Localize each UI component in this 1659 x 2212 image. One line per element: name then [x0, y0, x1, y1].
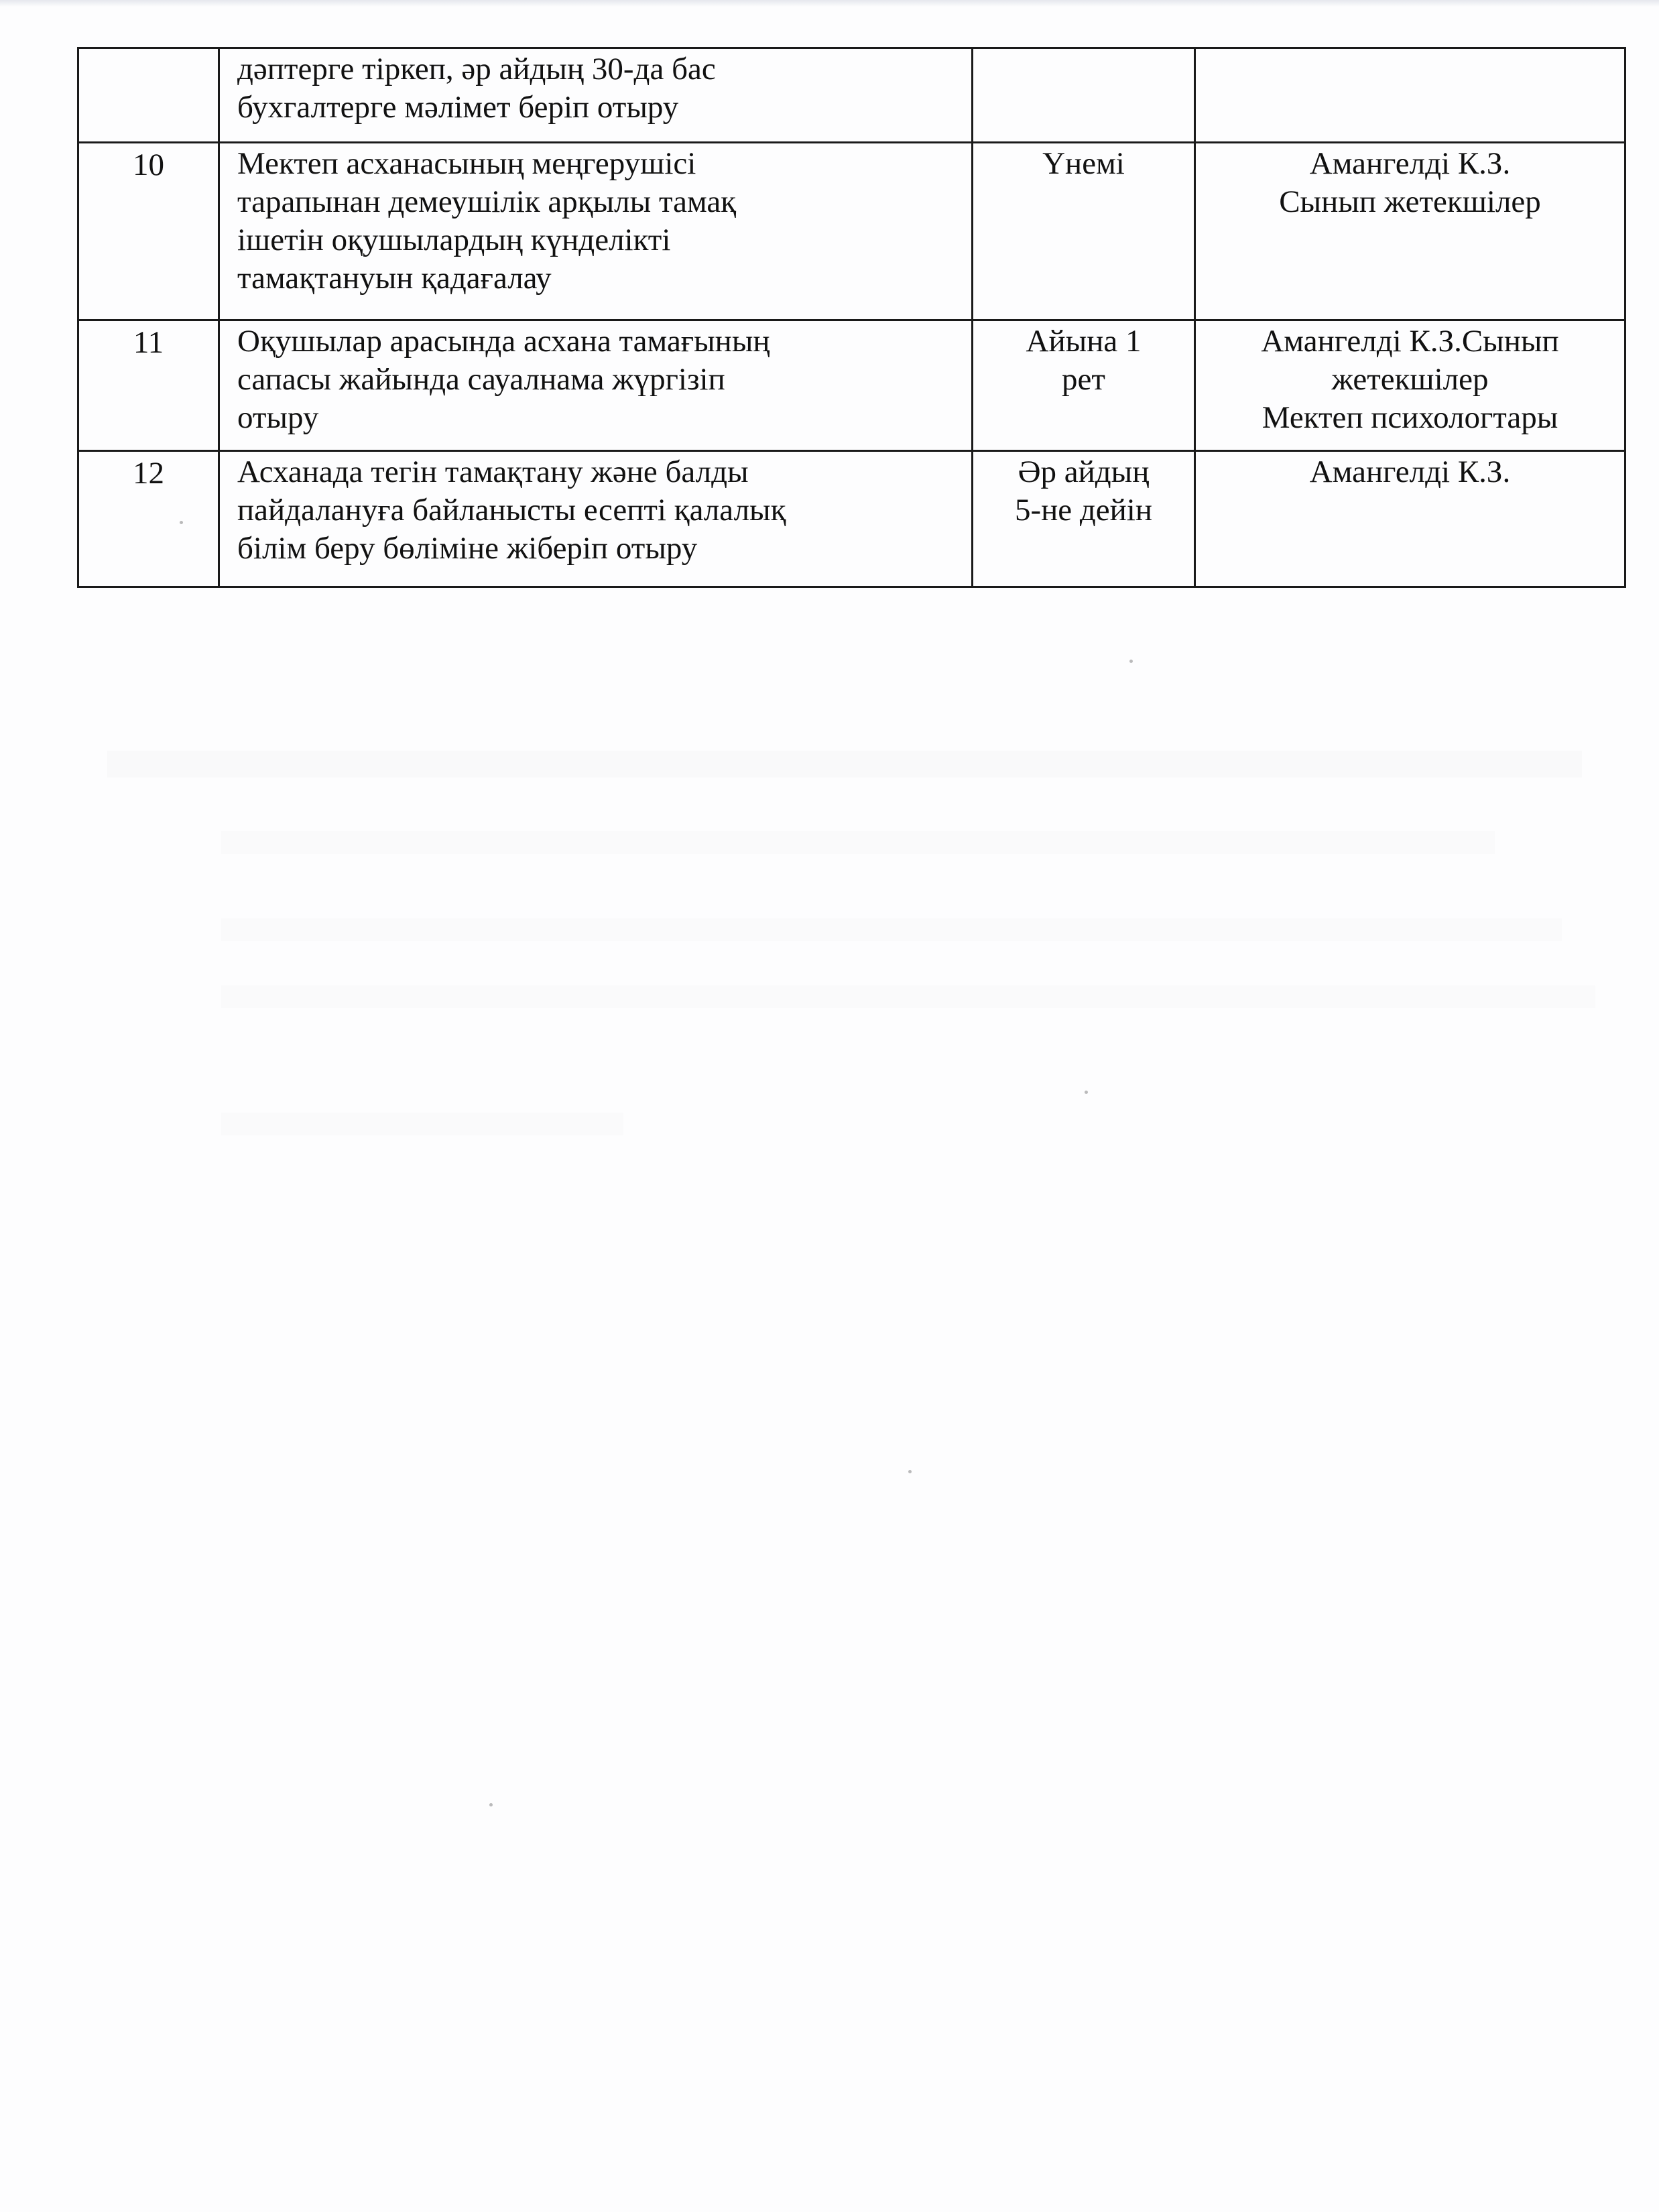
description-line: Асханада тегін тамақтану және балды [237, 454, 749, 489]
description-cell [219, 143, 973, 320]
scan-speck [1085, 1091, 1088, 1094]
term-line: Үнемі [1042, 146, 1125, 181]
term-line: рет [1062, 362, 1105, 397]
responsible-line: Амангелді К.З. [1309, 146, 1511, 181]
responsible-line: жетекшілер [1331, 362, 1489, 397]
description-cell [219, 320, 973, 451]
term-cell [973, 320, 1195, 451]
description-line: Оқушылар арасында асхана тамағының [237, 324, 770, 359]
term-cell [973, 48, 1195, 143]
description-line: ішетін оқушылардың күнделікті [237, 223, 671, 257]
responsible-cell [1195, 143, 1625, 320]
term-cell [973, 451, 1195, 587]
row-number-cell [78, 48, 219, 143]
bleed-through-shadow [107, 751, 1582, 778]
term-line: Әр айдың [1018, 454, 1150, 489]
description-cell [219, 451, 973, 587]
scan-speck [180, 521, 183, 524]
description-line: пайдалануға байланысты есепті қалалық [237, 493, 786, 528]
row-number-cell: 10 [78, 143, 219, 320]
scan-speck [908, 1470, 912, 1473]
row-number-cell: 12 [78, 451, 219, 587]
bleed-through-shadow [221, 918, 1562, 941]
responsible-line: Амангелді К.З.Сынып [1261, 324, 1559, 359]
row-number-cell: 11 [78, 320, 219, 451]
scan-edge-shadow [0, 0, 1659, 7]
description-line: бухгалтерге мәлімет беріп отыру [237, 90, 679, 125]
term-cell [973, 143, 1195, 320]
plan-table [77, 47, 1626, 588]
responsible-cell [1195, 320, 1625, 451]
bleed-through-shadow [221, 985, 1595, 1008]
description-line: тамақтануын қадағалау [237, 261, 552, 296]
responsible-line: Сынып жетекшілер [1279, 184, 1541, 219]
responsible-cell [1195, 48, 1625, 143]
description-line: тарапынан демеушілік арқылы тамақ [237, 184, 737, 219]
description-cell [219, 48, 973, 143]
table-row [78, 48, 1625, 143]
table-row [78, 143, 1625, 320]
bleed-through-shadow [221, 831, 1495, 854]
responsible-cell [1195, 451, 1625, 587]
description-line: отыру [237, 400, 319, 435]
description-line: білім беру бөліміне жіберіп отыру [237, 531, 698, 566]
scan-speck [489, 1803, 493, 1806]
table-row [78, 320, 1625, 451]
term-line: 5-не дейін [1014, 493, 1153, 528]
responsible-line: Амангелді К.З. [1309, 454, 1511, 489]
bleed-through-shadow [221, 1113, 623, 1135]
table-row [78, 451, 1625, 587]
term-line: Айына 1 [1026, 324, 1142, 359]
description-line: Мектеп асханасының меңгерушісі [237, 146, 696, 181]
description-line: дәптерге тіркеп, әр айдың 30-да бас [237, 52, 716, 86]
description-line: сапасы жайында сауалнама жүргізіп [237, 362, 725, 397]
scan-speck [1129, 660, 1133, 663]
responsible-line: Мектеп психологтары [1262, 400, 1558, 435]
